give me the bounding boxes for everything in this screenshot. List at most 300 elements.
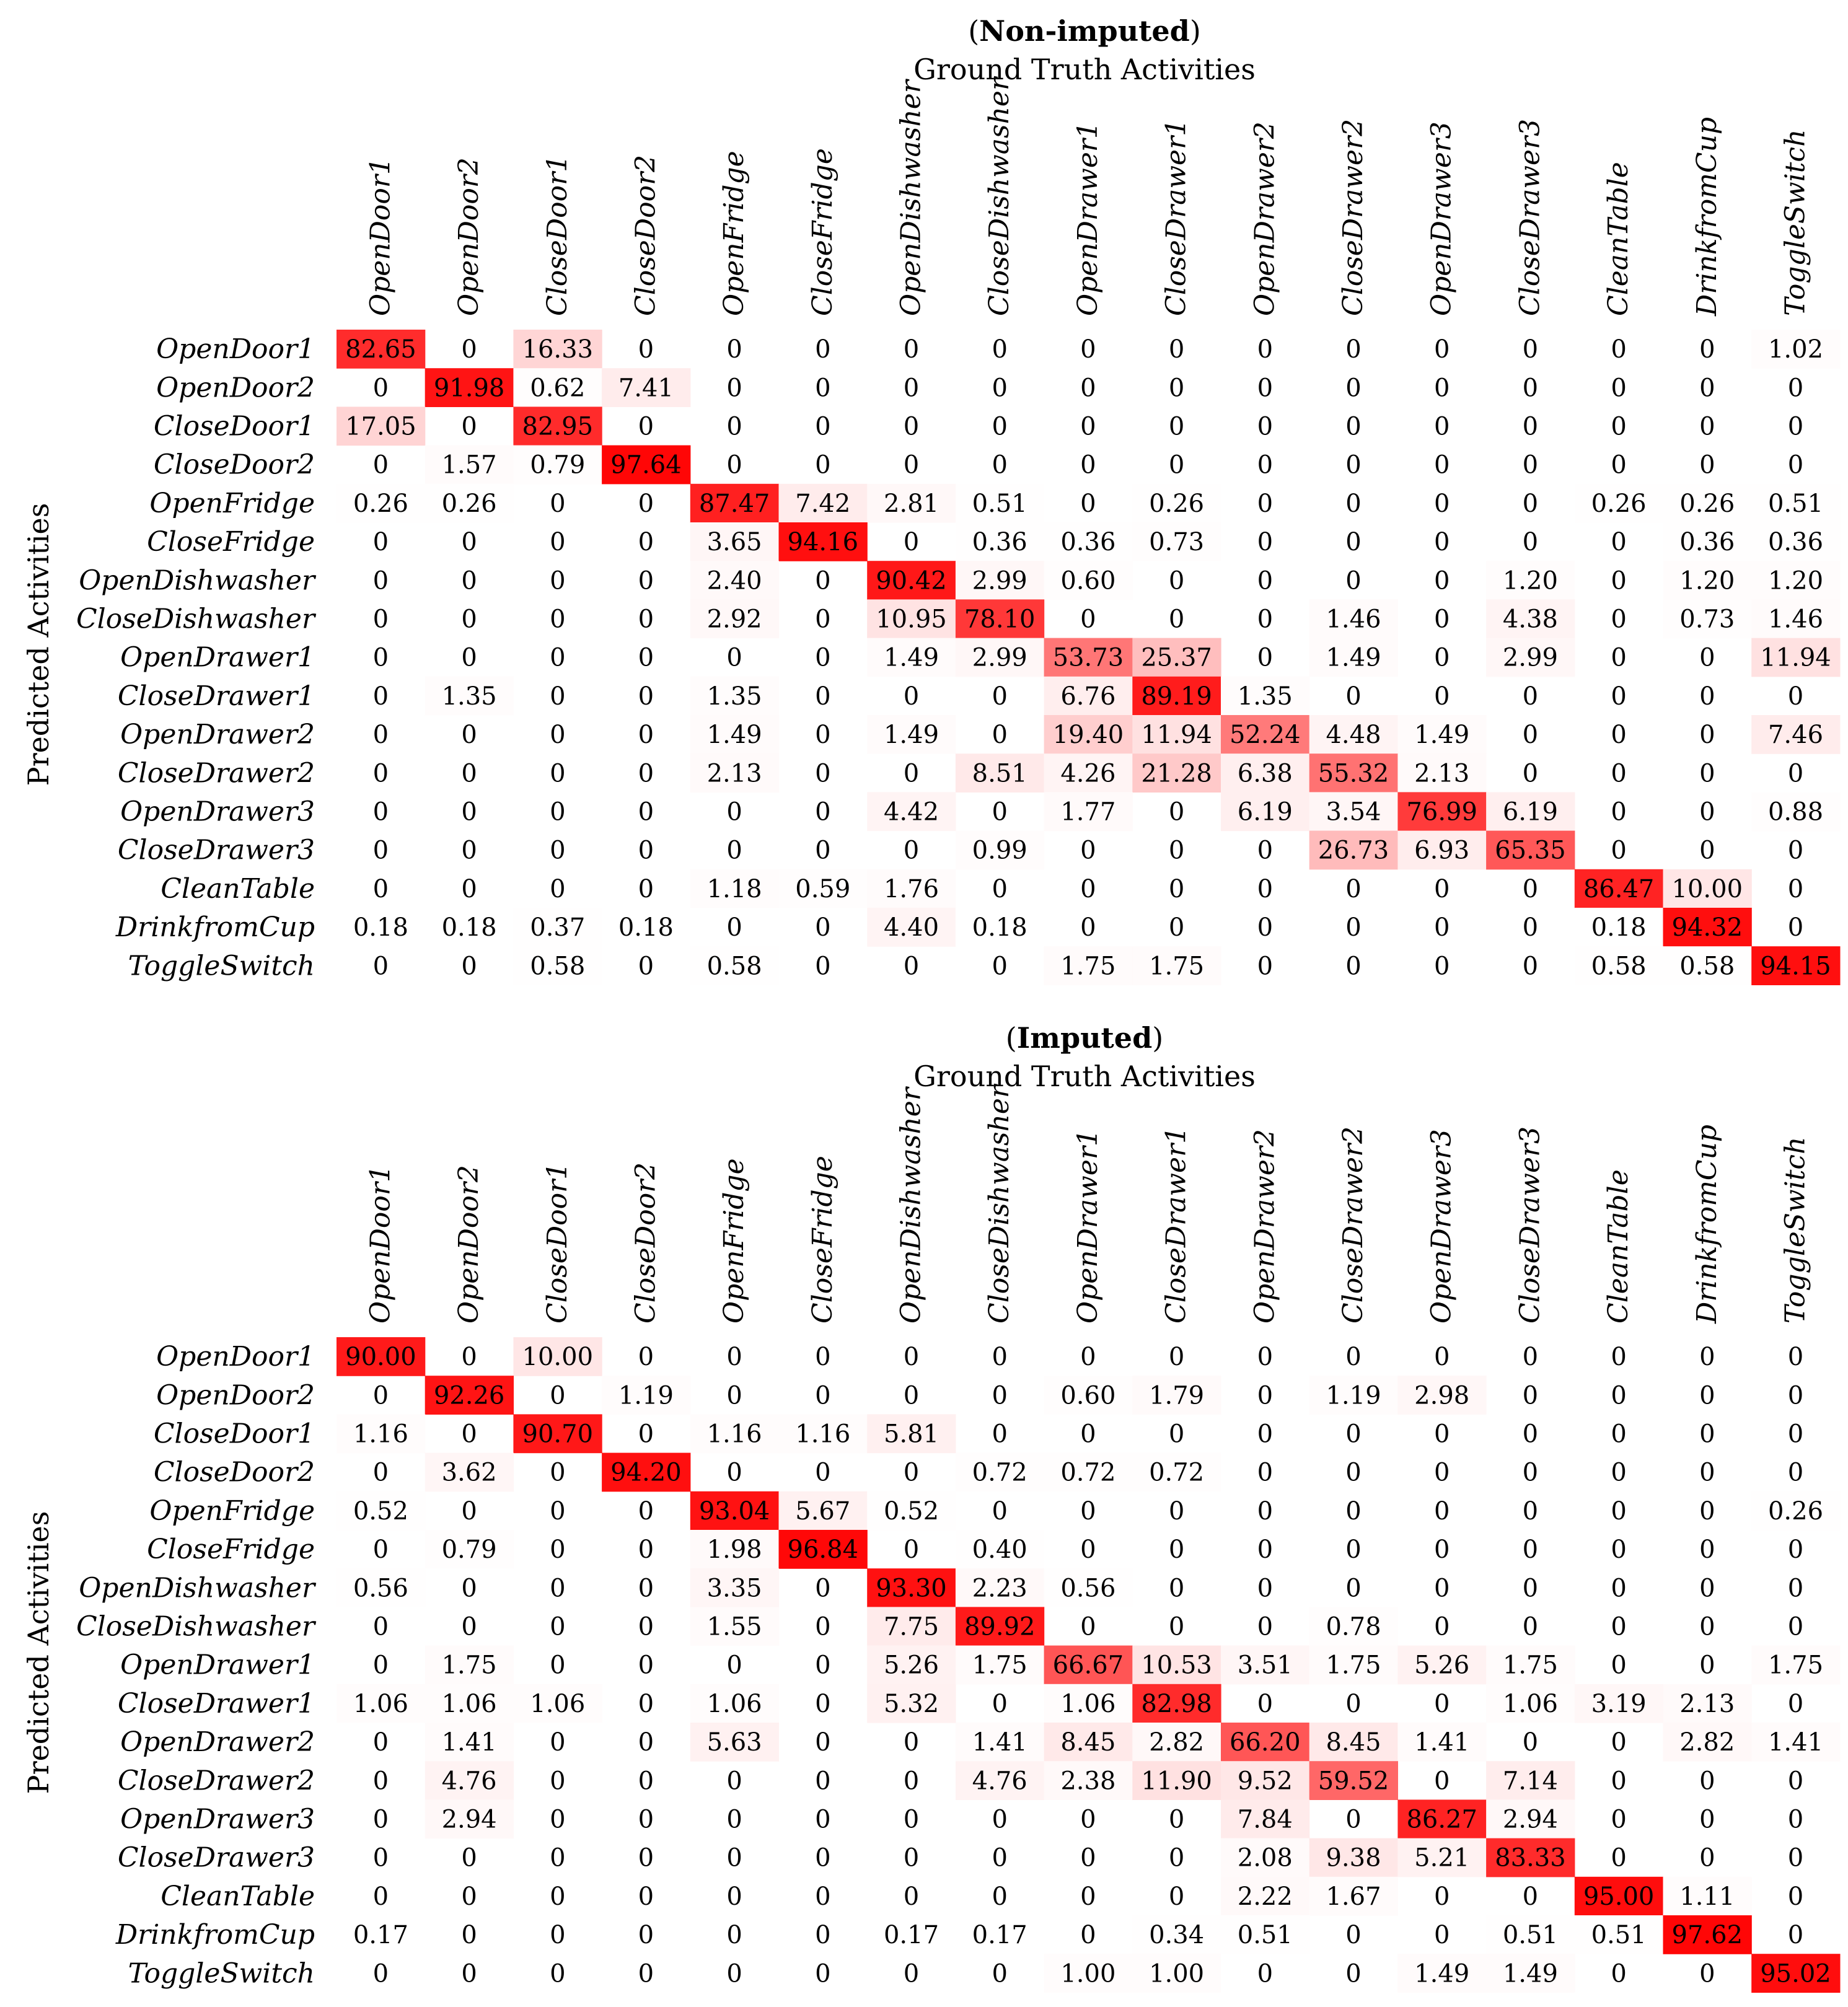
cell-value: 0 (1257, 1343, 1274, 1372)
cell-value: 0.26 (441, 489, 497, 518)
cell-value: 0 (1168, 374, 1185, 403)
cell-value: 0 (1168, 1805, 1185, 1834)
column-label: ToggleSwitch (1779, 129, 1811, 316)
row-label: OpenDoor2 (156, 372, 315, 404)
cell-value: 0 (1611, 1574, 1627, 1603)
cell-value: 0 (1522, 1496, 1539, 1526)
cell-value: 1.20 (1502, 566, 1558, 595)
cell-value: 1.11 (1679, 1882, 1735, 1911)
cell-value: 0 (550, 1381, 566, 1410)
cell-value: 0 (726, 374, 742, 403)
cell-value: 0 (992, 797, 1008, 827)
cell-value: 0 (992, 874, 1008, 903)
cell-value: 21.28 (1141, 759, 1212, 788)
cell-value: 0.36 (1060, 528, 1116, 557)
cell-value: 0 (638, 797, 654, 827)
cell-value: 0.58 (1591, 952, 1647, 981)
cell-value: 89.92 (964, 1612, 1036, 1641)
x-axis-title: Ground Truth Activities (913, 1060, 1256, 1093)
cell-value: 1.75 (1326, 1651, 1381, 1680)
column-label: OpenDrawer2 (1249, 121, 1281, 316)
cell-value: 0 (1080, 913, 1096, 942)
cell-value: 0 (1699, 643, 1715, 672)
cell-value: 0.51 (1237, 1921, 1293, 1950)
column-label: CloseDrawer1 (1160, 1126, 1192, 1324)
cell-value: 0 (1433, 1882, 1450, 1911)
cell-value: 0 (461, 1612, 477, 1641)
cell-value: 2.92 (706, 605, 762, 634)
cell-value: 0 (903, 1728, 920, 1757)
column-labels (364, 76, 1811, 317)
column-label: CloseDrawer2 (1337, 1126, 1369, 1324)
cell-value: 2.99 (1502, 643, 1558, 672)
cell-value: 0 (638, 566, 654, 595)
cell-value: 93.30 (876, 1574, 947, 1603)
cell-value: 0 (1522, 682, 1539, 711)
cell-value: 0 (1168, 605, 1185, 634)
column-label: CloseFridge (806, 1156, 838, 1324)
cell-value: 2.82 (1679, 1728, 1735, 1757)
cell-value: 0 (815, 1767, 831, 1796)
column-label: OpenDrawer2 (1249, 1129, 1281, 1324)
cell-value: 0.79 (530, 450, 586, 480)
cell-value: 0 (815, 836, 831, 865)
cell-value: 0 (1611, 1343, 1627, 1372)
cell-value: 5.26 (1414, 1651, 1470, 1680)
cell-value: 0 (815, 913, 831, 942)
cell-value: 0 (815, 1959, 831, 1988)
cell-value: 0 (1168, 1843, 1185, 1873)
cell-value: 10.00 (522, 1343, 594, 1372)
cell-value: 0 (1611, 682, 1627, 711)
cell-value: 0 (1345, 874, 1362, 903)
cell-value: 83.33 (1495, 1843, 1566, 1873)
cell-value: 0 (903, 952, 920, 981)
row-label: ToggleSwitch (128, 950, 315, 982)
cell-value: 0 (1699, 1535, 1715, 1565)
cell-value: 0 (1080, 836, 1096, 865)
cell-value: 0.60 (1060, 1381, 1116, 1410)
cell-value: 0 (815, 566, 831, 595)
cell-value: 0 (815, 374, 831, 403)
cell-value: 1.57 (441, 450, 497, 480)
cell-value: 7.41 (618, 374, 674, 403)
cell-value: 0 (1168, 335, 1185, 364)
cell-value: 10.00 (1671, 874, 1743, 903)
cell-value: 0 (1080, 1420, 1096, 1449)
cell-value: 0.52 (883, 1496, 939, 1526)
cell-value: 0.40 (972, 1535, 1027, 1565)
cell-value: 0 (1257, 605, 1274, 634)
cell-value: 2.40 (706, 566, 762, 595)
column-label: OpenFridge (718, 151, 750, 316)
cell-value: 76.99 (1406, 797, 1477, 827)
cell-value: 0 (815, 643, 831, 672)
cell-value: 0 (1168, 1496, 1185, 1526)
cell-value: 0 (372, 1458, 389, 1487)
cell-value: 95.02 (1760, 1959, 1831, 1988)
cell-value: 0.36 (1767, 528, 1824, 557)
column-label: CleanTable (1603, 162, 1635, 316)
cell-value: 0 (638, 528, 654, 557)
cell-value: 0 (1611, 836, 1627, 865)
cell-value: 0 (1345, 335, 1362, 364)
cell-value: 0 (1611, 1458, 1627, 1487)
cell-value: 0 (1345, 1343, 1362, 1372)
cell-value: 0 (638, 874, 654, 903)
cell-value: 0 (726, 1921, 742, 1950)
column-label: OpenDrawer1 (1071, 121, 1104, 316)
cell-value: 0 (1611, 1651, 1627, 1680)
cell-value: 52.24 (1230, 721, 1301, 750)
cell-value: 0 (1699, 412, 1715, 441)
cell-value: 0 (638, 836, 654, 865)
cell-value: 0 (815, 759, 831, 788)
cell-value: 0 (1257, 566, 1274, 595)
row-label: CloseFridge (147, 1534, 315, 1566)
cell-value: 0 (1257, 1420, 1274, 1449)
cell-value: 0 (815, 1805, 831, 1834)
cell-value: 1.79 (1149, 1381, 1205, 1410)
cell-value: 2.94 (441, 1805, 497, 1834)
cell-value: 1.20 (1679, 566, 1735, 595)
cell-value: 0 (1522, 528, 1539, 557)
cell-value: 0 (1522, 1535, 1539, 1565)
cell-value: 0 (903, 1843, 920, 1873)
cell-value: 0 (1433, 412, 1450, 441)
cell-value: 0 (550, 605, 566, 634)
row-label: OpenDoor1 (156, 333, 315, 366)
cell-value: 8.45 (1060, 1728, 1116, 1757)
column-label: DrinkfromCup (1691, 116, 1723, 316)
cell-values (345, 335, 1831, 980)
cell-value: 0 (1611, 412, 1627, 441)
row-label: CleanTable (161, 1880, 315, 1912)
cell-value: 1.46 (1767, 605, 1824, 634)
cell-value: 78.10 (964, 605, 1036, 634)
cell-value: 0 (992, 1843, 1008, 1873)
cell-value: 0 (1080, 1612, 1096, 1641)
cell-value: 0 (1787, 874, 1804, 903)
cell-value: 0 (726, 1805, 742, 1834)
cell-value: 0 (903, 759, 920, 788)
cell-value: 1.49 (1502, 1959, 1558, 1988)
cell-value: 0 (638, 412, 654, 441)
cell-value: 0 (1433, 1574, 1450, 1603)
cell-value: 0 (1699, 797, 1715, 827)
cell-value: 0 (1345, 528, 1362, 557)
cell-value: 0 (461, 412, 477, 441)
y-axis-title: Predicted Activities (22, 1511, 55, 1794)
cell-value: 1.35 (706, 682, 762, 711)
cell-value: 0 (461, 1843, 477, 1873)
cell-value: 0 (1611, 450, 1627, 480)
cell-value: 0 (1080, 1843, 1096, 1873)
cell-value: 0 (372, 1843, 389, 1873)
cell-value: 0 (815, 1689, 831, 1718)
cell-value: 0 (726, 1343, 742, 1372)
cell-value: 0 (1257, 1689, 1274, 1718)
cell-value: 0 (1787, 682, 1804, 711)
cell-value: 1.77 (1060, 797, 1116, 827)
cell-value: 0 (638, 1612, 654, 1641)
cell-value: 0.37 (530, 913, 586, 942)
cell-value: 0 (638, 1496, 654, 1526)
cell-value: 0 (638, 1959, 654, 1988)
cell-value: 1.75 (1767, 1651, 1824, 1680)
cell-value: 0 (815, 1728, 831, 1757)
cell-value: 0.59 (795, 874, 851, 903)
cell-value: 0 (1611, 759, 1627, 788)
cell-value: 93.04 (698, 1496, 770, 1526)
cell-value: 0 (1611, 335, 1627, 364)
cell-value: 3.62 (441, 1458, 497, 1487)
cell-value: 0 (903, 1959, 920, 1988)
cell-value: 0 (1345, 489, 1362, 518)
cell-value: 0 (550, 1767, 566, 1796)
cell-value: 0 (1080, 489, 1096, 518)
cell-value: 90.00 (345, 1343, 416, 1372)
cell-value: 97.62 (1671, 1921, 1743, 1950)
cell-value: 1.75 (1060, 952, 1116, 981)
cell-value: 0 (1787, 1882, 1804, 1911)
cell-value: 0.56 (353, 1574, 408, 1603)
cell-value: 0 (992, 1420, 1008, 1449)
column-label: CloseDishwasher (983, 77, 1016, 316)
cell-value: 6.76 (1060, 682, 1116, 711)
cell-value: 0 (1699, 1574, 1715, 1603)
cell-value: 0 (1080, 874, 1096, 903)
cell-value: 3.35 (706, 1574, 762, 1603)
cell-value: 8.51 (972, 759, 1027, 788)
cell-value: 0 (1433, 1689, 1450, 1718)
cell-value: 0 (550, 1535, 566, 1565)
column-label: OpenDoor1 (364, 1165, 397, 1324)
column-label: CloseDrawer3 (1514, 1126, 1546, 1324)
cell-value: 0 (550, 1651, 566, 1680)
cell-value: 1.18 (706, 874, 762, 903)
cell-value: 0.51 (1767, 489, 1824, 518)
cell-value: 86.27 (1406, 1805, 1477, 1834)
column-label: OpenDoor2 (453, 157, 485, 316)
cell-value: 2.82 (1149, 1728, 1205, 1757)
cell-value: 0 (1787, 1343, 1804, 1372)
row-labels (76, 333, 317, 982)
cell-value: 0 (1168, 836, 1185, 865)
column-label: OpenDoor1 (364, 157, 397, 316)
cell-value: 19.40 (1052, 721, 1124, 750)
column-label: ToggleSwitch (1779, 1136, 1811, 1324)
cell-value: 0 (638, 1921, 654, 1950)
cell-value: 0 (726, 1959, 742, 1988)
row-label: OpenDrawer2 (120, 1726, 315, 1759)
cell-value: 0 (1433, 682, 1450, 711)
cell-value: 0 (1611, 1767, 1627, 1796)
cell-value: 0 (1257, 1458, 1274, 1487)
cell-value: 0 (1699, 1651, 1715, 1680)
column-label: CloseDishwasher (983, 1085, 1016, 1324)
cell-value: 1.06 (441, 1689, 497, 1718)
cell-value: 0 (1787, 374, 1804, 403)
cell-value: 0.34 (1149, 1921, 1205, 1950)
cell-value: 0.17 (972, 1921, 1027, 1950)
row-label: CloseDoor1 (153, 1418, 315, 1450)
y-axis-title: Predicted Activities (22, 503, 55, 786)
cell-value: 1.19 (618, 1381, 674, 1410)
cell-value: 0 (1345, 1959, 1362, 1988)
cell-value: 0 (1522, 335, 1539, 364)
cell-value: 0 (992, 335, 1008, 364)
cell-value: 0 (1611, 1381, 1627, 1410)
cell-value: 91.98 (433, 374, 505, 403)
cell-value: 26.73 (1318, 836, 1389, 865)
cell-value: 0 (550, 1496, 566, 1526)
cell-value: 0 (638, 1805, 654, 1834)
cell-value: 0 (1611, 1535, 1627, 1565)
cell-value: 0 (1522, 1574, 1539, 1603)
cell-value: 1.16 (353, 1420, 408, 1449)
cell-value: 1.00 (1149, 1959, 1205, 1988)
cell-value: 94.15 (1760, 952, 1831, 981)
cell-value: 0 (1611, 566, 1627, 595)
cell-value: 1.06 (1060, 1689, 1116, 1718)
cell-value: 5.21 (1414, 1843, 1470, 1873)
cell-value: 0 (1257, 489, 1274, 518)
cell-value: 0 (1522, 1612, 1539, 1641)
cell-value: 1.76 (883, 874, 939, 903)
cell-value: 0 (1787, 1612, 1804, 1641)
cell-value: 92.26 (433, 1381, 505, 1410)
cell-value: 0.17 (353, 1921, 408, 1950)
cell-value: 0 (1787, 1921, 1804, 1950)
cell-value: 1.00 (1060, 1959, 1116, 1988)
cell-value: 0 (550, 1805, 566, 1834)
cell-value: 3.51 (1237, 1651, 1293, 1680)
cell-value: 0 (1433, 1496, 1450, 1526)
cell-value: 6.38 (1237, 759, 1293, 788)
cell-value: 0 (903, 450, 920, 480)
cell-value: 0 (815, 335, 831, 364)
cell-value: 0 (638, 1343, 654, 1372)
cell-value: 0 (372, 643, 389, 672)
panel-title: (Non-imputed) (968, 14, 1201, 48)
cell-value: 1.49 (706, 721, 762, 750)
cell-value: 1.06 (530, 1689, 586, 1718)
cell-value: 0 (1433, 335, 1450, 364)
cell-value: 0 (1345, 682, 1362, 711)
cell-value: 0 (1257, 643, 1274, 672)
cell-value: 0 (550, 566, 566, 595)
cell-value: 0 (372, 1728, 389, 1757)
cell-value: 0 (815, 1381, 831, 1410)
cell-value: 0 (550, 1843, 566, 1873)
cell-value: 0 (638, 643, 654, 672)
cell-value: 0 (903, 1805, 920, 1834)
cell-value: 0 (1168, 1882, 1185, 1911)
column-label: OpenDishwasher (895, 1087, 927, 1324)
cell-value: 0 (1345, 1458, 1362, 1487)
cell-value: 6.19 (1237, 797, 1293, 827)
cell-value: 0 (1257, 1612, 1274, 1641)
cell-value: 1.41 (1414, 1728, 1470, 1757)
cell-value: 0 (1433, 374, 1450, 403)
cell-value: 10.95 (876, 605, 947, 634)
cell-value: 0 (992, 1805, 1008, 1834)
cell-value: 0.18 (441, 913, 497, 942)
cell-value: 0.72 (1149, 1458, 1205, 1487)
cell-value: 0 (1433, 489, 1450, 518)
row-label: OpenFridge (149, 1495, 315, 1527)
cell-value: 6.93 (1414, 836, 1470, 865)
column-label: CloseDrawer2 (1337, 118, 1369, 316)
row-label: CloseDishwasher (76, 1610, 315, 1643)
cell-value: 0 (1522, 721, 1539, 750)
cell-value: 0 (372, 797, 389, 827)
cell-value: 0 (638, 1882, 654, 1911)
cell-value: 0 (1168, 1574, 1185, 1603)
cell-value: 82.98 (1141, 1689, 1212, 1718)
cell-value: 0 (1080, 605, 1096, 634)
cell-value: 0 (815, 721, 831, 750)
cell-value: 0 (461, 1496, 477, 1526)
cell-value: 0.72 (972, 1458, 1027, 1487)
column-label: CloseDoor2 (630, 154, 662, 316)
cell-value: 0 (1168, 566, 1185, 595)
cell-value: 0 (1787, 1458, 1804, 1487)
cell-value: 0 (1168, 797, 1185, 827)
cell-value: 0 (461, 1921, 477, 1950)
cell-value: 0 (372, 450, 389, 480)
cell-value: 0 (1699, 721, 1715, 750)
cell-value: 2.08 (1237, 1843, 1293, 1873)
cell-value: 0 (638, 1574, 654, 1603)
cell-value: 3.65 (706, 528, 762, 557)
cell-value: 11.90 (1141, 1767, 1212, 1796)
cell-value: 1.75 (1502, 1651, 1558, 1680)
cell-value: 0 (1257, 913, 1274, 942)
cell-value: 2.23 (972, 1574, 1027, 1603)
cell-value: 82.65 (345, 335, 416, 364)
cell-value: 0 (1787, 1843, 1804, 1873)
cell-value: 0 (550, 489, 566, 518)
cell-value: 0 (1699, 1458, 1715, 1487)
cell-value: 0 (1168, 1612, 1185, 1641)
cell-value: 0 (1168, 1343, 1185, 1372)
cell-value: 0 (461, 1882, 477, 1911)
cell-value: 0 (1168, 1535, 1185, 1565)
cell-value: 0 (1345, 566, 1362, 595)
cell-value: 0 (461, 1420, 477, 1449)
column-labels (364, 1083, 1811, 1324)
cell-value: 4.76 (972, 1767, 1027, 1796)
cell-value: 0 (1699, 374, 1715, 403)
cell-value: 53.73 (1052, 643, 1124, 672)
cell-value: 0 (1522, 1343, 1539, 1372)
cell-value: 0 (638, 1651, 654, 1680)
row-label: CloseDishwasher (76, 603, 315, 635)
column-label: CloseDrawer1 (1160, 118, 1192, 316)
cell-value: 5.63 (706, 1728, 762, 1757)
cell-value: 0.60 (1060, 566, 1116, 595)
cell-value: 0 (992, 721, 1008, 750)
cell-value: 0 (372, 1381, 389, 1410)
cell-value: 0 (1345, 1420, 1362, 1449)
cell-value: 0 (815, 797, 831, 827)
cell-value: 0 (1345, 952, 1362, 981)
cell-value: 0 (372, 836, 389, 865)
cell-value: 0.51 (1591, 1921, 1647, 1950)
cell-value: 0 (550, 1959, 566, 1988)
